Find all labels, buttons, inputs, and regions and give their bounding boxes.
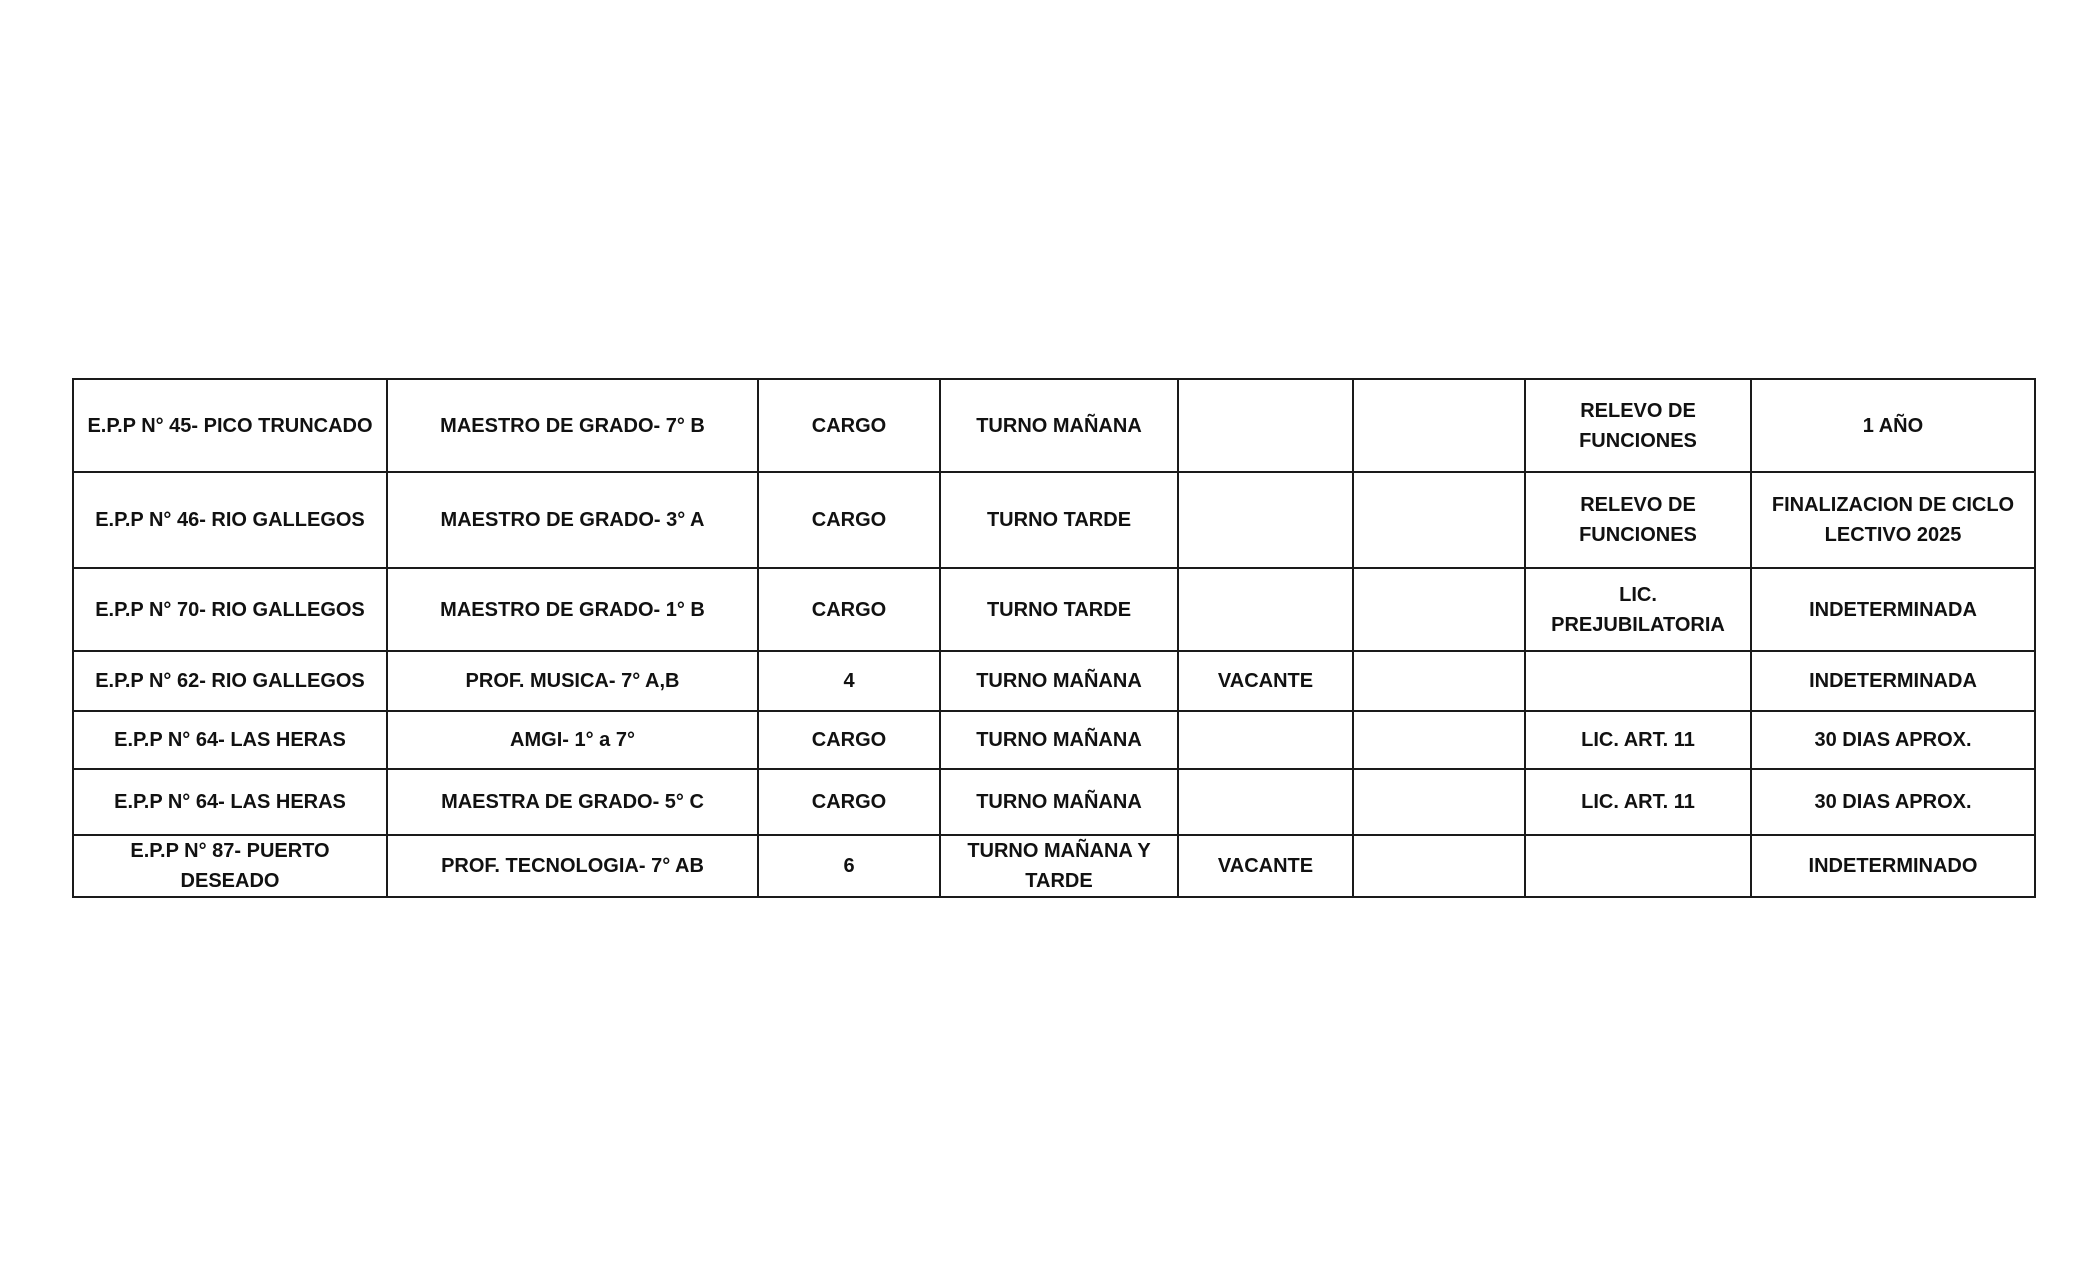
duration-cell: 30 DIAS APROX. bbox=[1751, 711, 2035, 769]
empty-cell bbox=[1353, 769, 1525, 835]
shift-cell: TURNO TARDE bbox=[940, 568, 1178, 651]
position-cell: PROF. MUSICA- 7° A,B bbox=[387, 651, 758, 711]
reason-cell: LIC. ART. 11 bbox=[1525, 711, 1751, 769]
status-cell bbox=[1178, 711, 1353, 769]
duration-cell: INDETERMINADA bbox=[1751, 651, 2035, 711]
shift-cell: TURNO MAÑANA Y TARDE bbox=[940, 835, 1178, 897]
reason-cell: LIC. PREJUBILATORIA bbox=[1525, 568, 1751, 651]
position-cell: AMGI- 1° a 7° bbox=[387, 711, 758, 769]
status-cell: VACANTE bbox=[1178, 651, 1353, 711]
hours-cell: CARGO bbox=[758, 568, 940, 651]
school-cell: E.P.P N° 64- LAS HERAS bbox=[73, 769, 387, 835]
hours-cell: CARGO bbox=[758, 711, 940, 769]
hours-cell: CARGO bbox=[758, 472, 940, 568]
position-cell: MAESTRO DE GRADO- 7° B bbox=[387, 379, 758, 472]
shift-cell: TURNO MAÑANA bbox=[940, 769, 1178, 835]
school-cell: E.P.P N° 62- RIO GALLEGOS bbox=[73, 651, 387, 711]
reason-cell: RELEVO DE FUNCIONES bbox=[1525, 472, 1751, 568]
table-row bbox=[73, 651, 2035, 711]
empty-cell bbox=[1353, 711, 1525, 769]
hours-cell: 6 bbox=[758, 835, 940, 897]
empty-cell bbox=[1353, 835, 1525, 897]
status-cell bbox=[1178, 568, 1353, 651]
table-row bbox=[73, 769, 2035, 835]
status-cell bbox=[1178, 769, 1353, 835]
shift-cell: TURNO MAÑANA bbox=[940, 651, 1178, 711]
reason-cell: LIC. ART. 11 bbox=[1525, 769, 1751, 835]
hours-cell: 4 bbox=[758, 651, 940, 711]
vacancies-table bbox=[72, 378, 2036, 898]
duration-cell: INDETERMINADA bbox=[1751, 568, 2035, 651]
table-row bbox=[73, 835, 2035, 897]
duration-cell: 30 DIAS APROX. bbox=[1751, 769, 2035, 835]
position-cell: PROF. TECNOLOGIA- 7° AB bbox=[387, 835, 758, 897]
position-cell: MAESTRO DE GRADO- 1° B bbox=[387, 568, 758, 651]
empty-cell bbox=[1353, 568, 1525, 651]
table-row bbox=[73, 711, 2035, 769]
position-cell: MAESTRA DE GRADO- 5° C bbox=[387, 769, 758, 835]
status-cell bbox=[1178, 379, 1353, 472]
position-cell: MAESTRO DE GRADO- 3° A bbox=[387, 472, 758, 568]
shift-cell: TURNO MAÑANA bbox=[940, 711, 1178, 769]
status-cell: VACANTE bbox=[1178, 835, 1353, 897]
school-cell: E.P.P N° 64- LAS HERAS bbox=[73, 711, 387, 769]
hours-cell: CARGO bbox=[758, 769, 940, 835]
school-cell: E.P.P N° 46- RIO GALLEGOS bbox=[73, 472, 387, 568]
reason-cell bbox=[1525, 835, 1751, 897]
duration-cell: 1 AÑO bbox=[1751, 379, 2035, 472]
duration-cell: INDETERMINADO bbox=[1751, 835, 2035, 897]
duration-cell: FINALIZACION DE CICLO LECTIVO 2025 bbox=[1751, 472, 2035, 568]
table-row bbox=[73, 472, 2035, 568]
reason-cell bbox=[1525, 651, 1751, 711]
reason-cell: RELEVO DE FUNCIONES bbox=[1525, 379, 1751, 472]
shift-cell: TURNO TARDE bbox=[940, 472, 1178, 568]
shift-cell: TURNO MAÑANA bbox=[940, 379, 1178, 472]
empty-cell bbox=[1353, 379, 1525, 472]
school-cell: E.P.P N° 70- RIO GALLEGOS bbox=[73, 568, 387, 651]
school-cell: E.P.P N° 87- PUERTO DESEADO bbox=[73, 835, 387, 897]
empty-cell bbox=[1353, 651, 1525, 711]
hours-cell: CARGO bbox=[758, 379, 940, 472]
table-row bbox=[73, 568, 2035, 651]
status-cell bbox=[1178, 472, 1353, 568]
school-cell: E.P.P N° 45- PICO TRUNCADO bbox=[73, 379, 387, 472]
empty-cell bbox=[1353, 472, 1525, 568]
table-row bbox=[73, 379, 2035, 472]
